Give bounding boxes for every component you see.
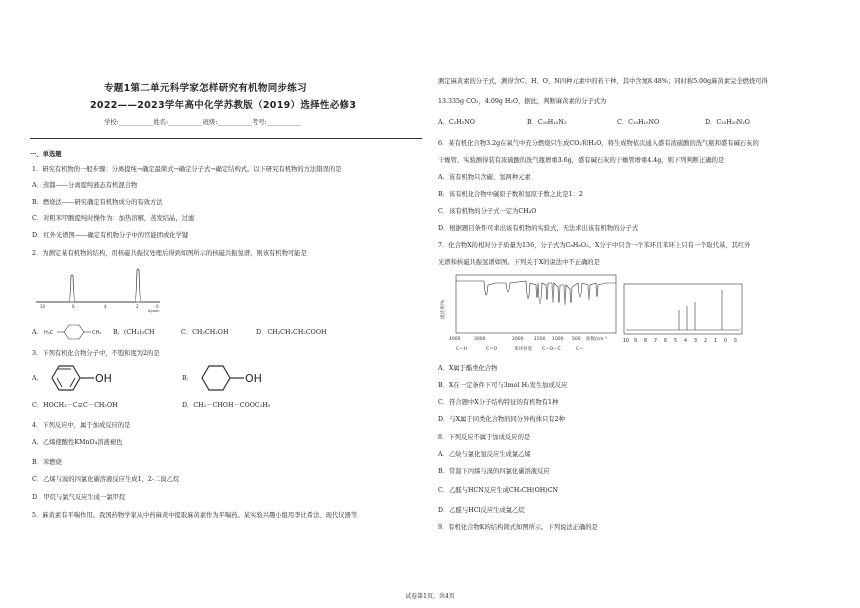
q7-continued: 光谱和核磁共振氢谱如图。下列关于X的说法中不正确的是 (438, 259, 600, 266)
q4-option-d: D．甲烷与氯气反应生成一氯甲烷 (32, 494, 126, 501)
q2-a-methyl-left: H₃C (44, 330, 54, 336)
q3-stem: 3．下列有机化合物分子中，不饱和度为2的是 (32, 350, 160, 357)
ir-x-unit: 波数/cm⁻¹ (586, 337, 608, 342)
student-info: 学校:___________姓名:___________班级:___________考号:___________ (104, 119, 302, 126)
q7-option-b: B．X在一定条件下可与3mol H₂发生加成反应 (438, 382, 568, 389)
nmr-tick-10: 10 (623, 339, 630, 344)
nmr-tick-7: 7 (654, 339, 658, 344)
q8-option-a: A．乙炔与氯化氢反应生成氯乙烯 (438, 451, 531, 458)
q6-option-d: D．根据题目条件可求出该有机物的实验式，无法求出该有机物的分子式 (438, 225, 639, 232)
q8-stem: 8．下列反应不属于加成反应的是 (438, 434, 531, 441)
exam-title: 专题1第二单元科学家怎样研究有机物同步练习 (104, 83, 307, 94)
q2-option-c: C．CH₃CH₂OH (181, 329, 229, 336)
q1-option-c: C．对粗苯甲酸提纯时操作为：加热溶解，蒸发结晶，过滤 (32, 215, 195, 222)
q2-a-methyl-right: CH₃ (92, 330, 102, 336)
nmr-tick-6: 6 (664, 339, 668, 344)
ir-tick-2000: 2000 (512, 337, 524, 342)
q3-option-c: C．HOCH₂－C≡C－CH₂OH (32, 402, 118, 409)
nmr-tick-9: 9 (634, 339, 638, 344)
q3-option-a: A． (32, 375, 43, 382)
q4-option-b: B．苯燃烧 (32, 459, 62, 466)
nmr-tick-5: 5 (674, 339, 678, 344)
section-heading: 一、单选题 (30, 151, 62, 158)
ir-bond-cring: C— (576, 347, 584, 352)
page-footer: 试卷第1页，共4页 (405, 593, 455, 600)
q8-option-d: D．乙醛与HCl反应生成氯乙烷 (438, 507, 525, 514)
nmr-tick-3: 3 (694, 339, 698, 344)
svg-text:10: 10 (40, 304, 46, 309)
nmr-tick-2: 2 (704, 339, 708, 344)
ir-bond-ring: 苯环骨架 (514, 347, 532, 352)
q3-option-d: D．CH₂－CHOH－COOC₂H₅ (182, 402, 271, 409)
nmr-tick-4: 4 (684, 339, 688, 344)
q7-stem: 7．化合物X的相对分子质量为136，分子式为C₈H₈O₂。X分子中只含一个苯环且苯环上只有一个取代基，其红外 (438, 242, 751, 249)
q8-option-b: B．常温下丙烯与溴的四氯化碳溶液反应 (438, 468, 550, 475)
svg-text:6: 6 (72, 304, 75, 309)
ir-y-label: 透过率/% (441, 299, 446, 319)
q5-option-d: D．C₁₀H₂₀N₂O (705, 119, 750, 126)
q9-stem: 9．有机化合物K的结构简式如图所示。下列说法正确的是 (438, 524, 598, 531)
q8-option-c: C．乙醛与HCN反应生成CH₃CH(OH)CN (438, 487, 559, 494)
nmr-spectrum-q7 (622, 282, 746, 348)
q3-b-oh: OH (245, 372, 262, 385)
q6-option-c: C．该有机物的分子式一定为CH₄O (438, 208, 537, 215)
ir-bond-coc: C—O—C (542, 347, 561, 352)
svg-text:0: 0 (156, 304, 159, 309)
ir-tick-3000: 3000 (474, 337, 486, 342)
q1-option-b: B．燃烧法——研究确定有机物成分的有效方法 (32, 199, 163, 206)
ir-tick-500: 500 (572, 337, 581, 342)
q5-continued-2: 13.335g CO₂，4.09g H₂O，据此，判断麻黄素的分子式为 (438, 98, 607, 105)
q6-option-a: A．该有机物只含碳、氢两种元素 (438, 174, 531, 181)
nmr-spectrum-q2 (32, 262, 172, 314)
ir-bond-ch: C—H (456, 347, 468, 352)
q1-stem: 1．研究有机物的一般步骤：分离提纯→确定最简式→确定分子式→确定结构式。以下研究有机物的方法错误的是 (32, 166, 342, 173)
q6-option-b: B．该有机化合物中碳原子数和氢原子数之比是1：2 (438, 191, 583, 198)
nmr-delta: δ (734, 339, 737, 344)
q3-option-b: B． (182, 375, 193, 382)
q2-stem: 2．为测定某有机物的结构，用核磁共振仪处理后得到如图所示的核磁共振氢谱，则该有机物可能是 (32, 250, 307, 257)
ir-tick-4000: 4000 (449, 337, 461, 342)
q5-option-a: A．C₂H₅NO (438, 119, 475, 126)
q4-option-a: A．乙烯使酸性KMnO₄溶液褪色 (32, 439, 123, 446)
q7-option-a: A．X属于酯类化合物 (438, 365, 498, 372)
q1-option-d: D．红外光谱图——确定有机物分子中的官能团或化学键 (32, 232, 189, 239)
q6-stem: 6．某有机化合物3.2g在氧气中充分燃烧只生成CO₂和H₂O，将生成物依次通入盛有浓硫酸的洗气瓶和盛有碱石灰的 (438, 140, 759, 147)
q5-option-c: C．C₁₀H₁₅NO (617, 119, 660, 126)
q7-option-d: D．与X属于同类化合物的同分异构体只有2种 (438, 416, 565, 423)
q2-option-d: D．CH₃CH₂CH₂COOH (256, 329, 327, 336)
svg-text:2: 2 (136, 304, 139, 309)
q2-option-a: A． (32, 329, 43, 336)
q5-continued-1: 测定麻黄素的分子式，测得含C、H、O、N四种元素中的若干种，其中含氮8.48%；同时称5.00g麻黄素完全燃烧可得 (438, 78, 768, 85)
phenol-structure (42, 360, 132, 396)
ir-tick-1000: 1000 (552, 337, 564, 342)
ir-tick-1500: 1500 (534, 337, 546, 342)
q5-stem: 5．麻黄素有平喘作用。我国药物学家从中药麻黄中提取麻黄素作为平喘药。某实验兴趣小组用李比希法、现代仪器等 (32, 512, 358, 519)
q5-option-b: B．C₁₀H₁₅N₂ (527, 119, 567, 126)
q6-continued: 干燥管，实验测得装有浓硫酸的洗气瓶增重3.6g，盛有碱石灰的干燥管增重4.4g，则下列判断正确的是 (438, 157, 725, 164)
nmr-tick-0: 0 (724, 339, 728, 344)
q2-option-b: B．(CH₃)₃CH (113, 329, 155, 336)
exam-subtitle: 2022——2023学年高中化学苏教版（2019）选择性必修3 (90, 100, 357, 111)
nmr-tick-1: 1 (714, 339, 718, 344)
q7-option-c: C．符合题中X分子结构特征的有机物有1种 (438, 399, 559, 406)
ir-spectrum-q7 (436, 271, 626, 353)
q4-stem: 4．下列反应中，属于加成反应的是 (32, 422, 131, 429)
divider (30, 138, 422, 139)
p-xylene-structure (44, 323, 112, 341)
q3-a-oh: OH (95, 372, 112, 385)
q1-option-a: A．蒸馏——分离提纯液态有机混合物 (32, 182, 138, 189)
ir-bond-co: C＝O (486, 347, 498, 352)
cyclohexanol-structure (192, 360, 282, 396)
q4-option-c: C．乙烯与溴的四氯化碳溶液反应生成1，2-二溴乙烷 (32, 476, 180, 483)
q2-axis-label: δ/ppm (148, 309, 160, 313)
svg-text:4: 4 (104, 304, 107, 309)
nmr-tick-8: 8 (644, 339, 648, 344)
